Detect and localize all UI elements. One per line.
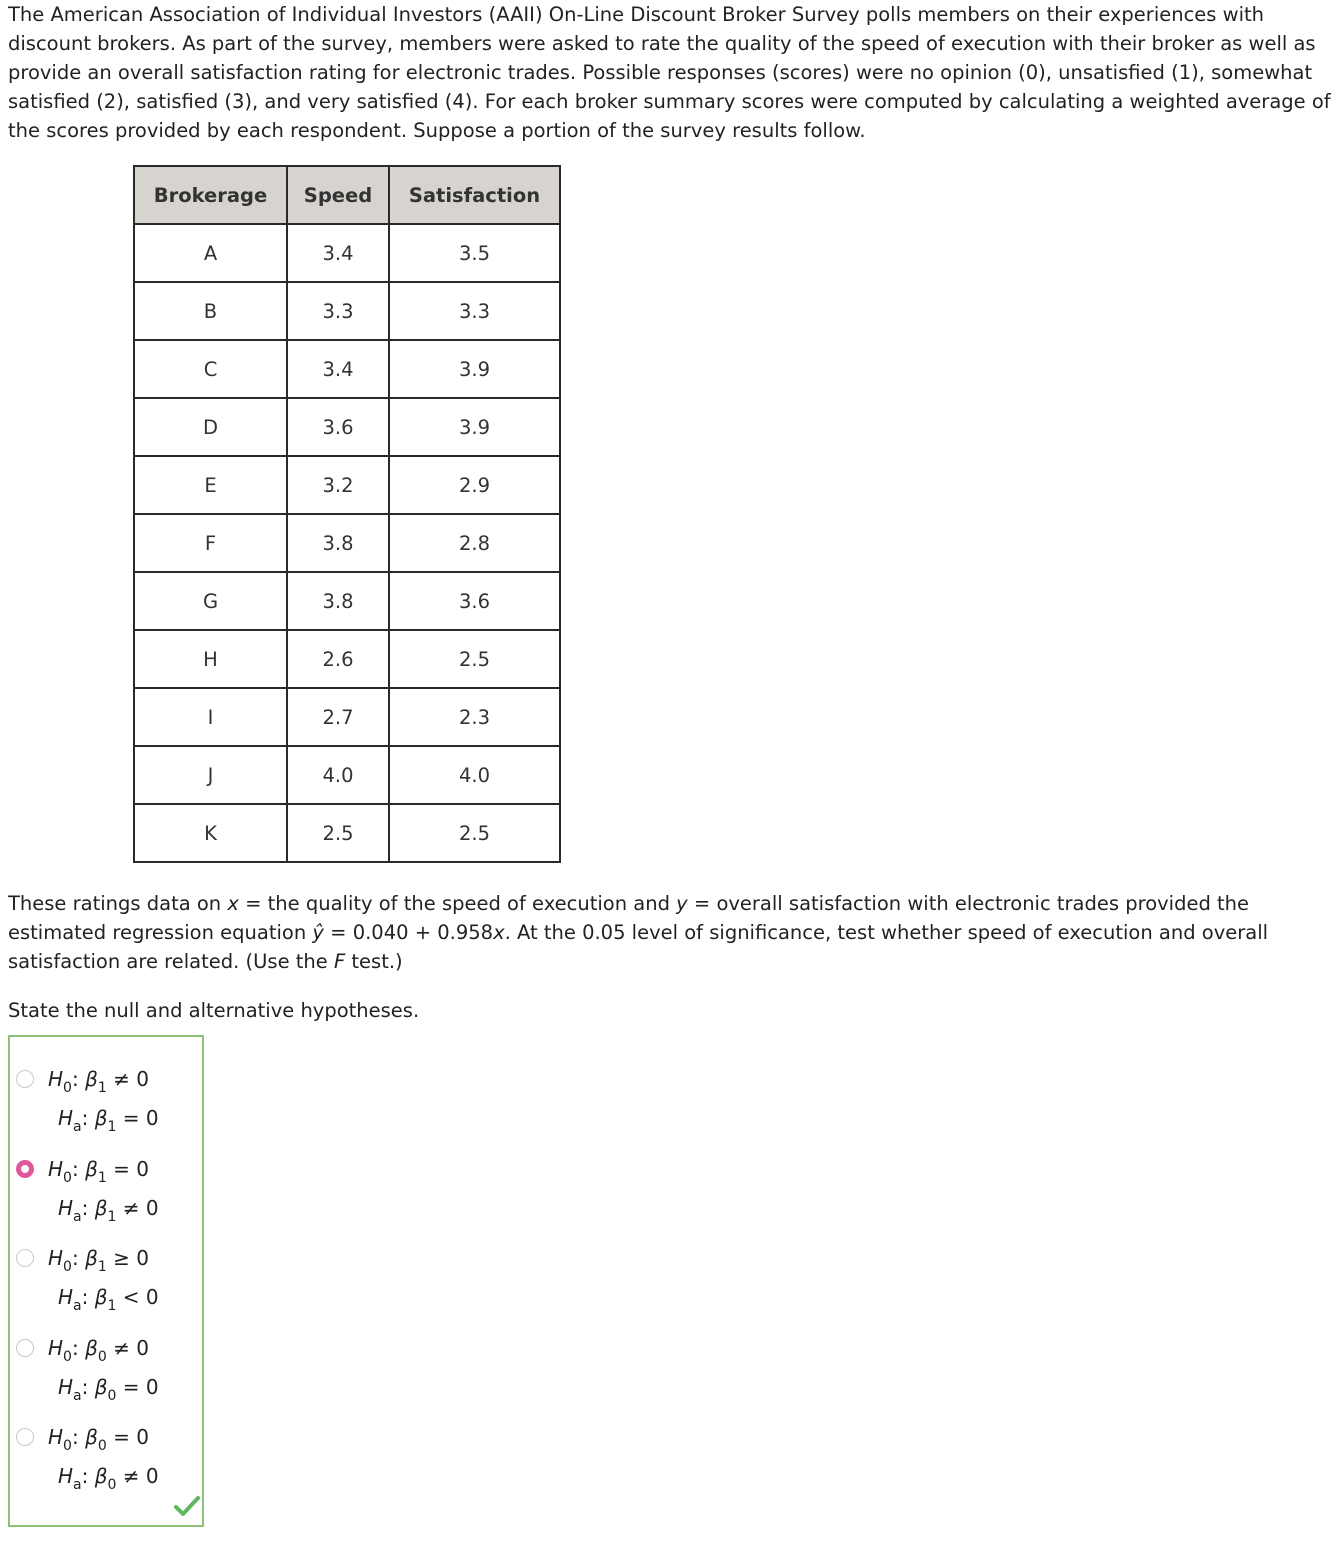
cell-brokerage: B xyxy=(134,282,287,340)
regression-description: These ratings data on x = the quality of the speed of execution and y = overall satisfaction with electronic trades provided the estimated regression equation ŷ = 0.040 + 0.958x. At the 0.05 level of significance, test whether speed of execution and overall satisfaction are related. (Use the F test.) xyxy=(8,892,1269,973)
cell-brokerage: G xyxy=(134,572,287,630)
cell-speed: 2.5 xyxy=(287,804,389,862)
cell-speed: 3.2 xyxy=(287,456,389,514)
alternative-hypothesis: $H_a$: $\beta_0 = 0$ xyxy=(58,1375,159,1404)
alternative-hypothesis: $H_a$: $\beta_1 \ne 0$ xyxy=(58,1196,159,1225)
problem-intro: The American Association of Individual Investors (AAII) On-Line Discount Broker Survey polls members on their experiences with discount brokers. As part of the survey, members were asked to rate the quality of the speed of execution with their broker as well as provide an overall satisfaction rating for electronic trades. Possible responses (scores) were no opinion (0), unsatisfied (1), somewhat satisfied (2), satisfied (3), and very satisfied (4). For each broker summary scores were computed by calculating a weighted average of the scores provided by each respondent. Suppose a portion of the survey results follow. xyxy=(8,3,1331,142)
null-hypothesis: $H_0$: $\beta_0 \ne 0$ xyxy=(48,1336,149,1365)
radio-button[interactable] xyxy=(16,1160,34,1178)
cell-satisfaction: 2.5 xyxy=(389,630,560,688)
table-row xyxy=(134,630,560,688)
alternative-hypothesis: $H_a$: $\beta_0 \ne 0$ xyxy=(58,1464,159,1493)
cell-satisfaction: 3.9 xyxy=(389,340,560,398)
question-prompt: State the null and alternative hypotheses. xyxy=(8,999,420,1022)
cell-brokerage: E xyxy=(134,456,287,514)
hypothesis-option-3[interactable] xyxy=(16,1230,196,1314)
cell-speed: 3.4 xyxy=(287,340,389,398)
alternative-hypothesis: $H_a$: $\beta_1 = 0$ xyxy=(58,1106,159,1135)
cell-satisfaction: 4.0 xyxy=(389,746,560,804)
hypothesis-option-2[interactable] xyxy=(16,1141,196,1225)
table-row xyxy=(134,514,560,572)
cell-speed: 4.0 xyxy=(287,746,389,804)
cell-satisfaction: 3.6 xyxy=(389,572,560,630)
cell-speed: 3.6 xyxy=(287,398,389,456)
table-row xyxy=(134,804,560,862)
cell-brokerage: C xyxy=(134,340,287,398)
checkmark-icon xyxy=(174,1495,200,1517)
radio-button[interactable] xyxy=(16,1339,34,1357)
cell-brokerage: J xyxy=(134,746,287,804)
cell-brokerage: A xyxy=(134,224,287,282)
cell-speed: 2.7 xyxy=(287,688,389,746)
table-row xyxy=(134,282,560,340)
radio-button[interactable] xyxy=(16,1428,34,1446)
hypothesis-option-4[interactable] xyxy=(16,1320,196,1404)
cell-satisfaction: 2.9 xyxy=(389,456,560,514)
cell-brokerage: F xyxy=(134,514,287,572)
table-row xyxy=(134,340,560,398)
cell-speed: 3.8 xyxy=(287,514,389,572)
radio-button[interactable] xyxy=(16,1249,34,1267)
alternative-hypothesis: $H_a$: $\beta_1 < 0$ xyxy=(58,1285,159,1314)
cell-speed: 3.8 xyxy=(287,572,389,630)
hypothesis-option-5[interactable] xyxy=(16,1409,196,1493)
table-row xyxy=(134,456,560,514)
header-satisfaction: Satisfaction xyxy=(389,166,560,224)
survey-table xyxy=(133,165,561,863)
table-header-row xyxy=(134,166,560,224)
hypothesis-options-box xyxy=(8,1035,204,1527)
hypothesis-option-1[interactable] xyxy=(16,1051,196,1135)
cell-speed: 2.6 xyxy=(287,630,389,688)
cell-satisfaction: 3.9 xyxy=(389,398,560,456)
cell-satisfaction: 3.3 xyxy=(389,282,560,340)
table-row xyxy=(134,746,560,804)
cell-speed: 3.4 xyxy=(287,224,389,282)
table-row xyxy=(134,572,560,630)
null-hypothesis: $H_0$: $\beta_0 = 0$ xyxy=(48,1425,149,1454)
cell-satisfaction: 3.5 xyxy=(389,224,560,282)
header-speed: Speed xyxy=(287,166,389,224)
radio-button[interactable] xyxy=(16,1070,34,1088)
cell-satisfaction: 2.8 xyxy=(389,514,560,572)
cell-speed: 3.3 xyxy=(287,282,389,340)
cell-brokerage: I xyxy=(134,688,287,746)
table-row xyxy=(134,224,560,282)
null-hypothesis: $H_0$: $\beta_1 = 0$ xyxy=(48,1157,149,1186)
cell-satisfaction: 2.5 xyxy=(389,804,560,862)
table-row xyxy=(134,398,560,456)
cell-brokerage: H xyxy=(134,630,287,688)
cell-brokerage: D xyxy=(134,398,287,456)
cell-satisfaction: 2.3 xyxy=(389,688,560,746)
table-row xyxy=(134,688,560,746)
null-hypothesis: $H_0$: $\beta_1 \ge 0$ xyxy=(48,1246,149,1275)
header-brokerage: Brokerage xyxy=(134,166,287,224)
cell-brokerage: K xyxy=(134,804,287,862)
null-hypothesis: $H_0$: $\beta_1 \ne 0$ xyxy=(48,1067,149,1096)
